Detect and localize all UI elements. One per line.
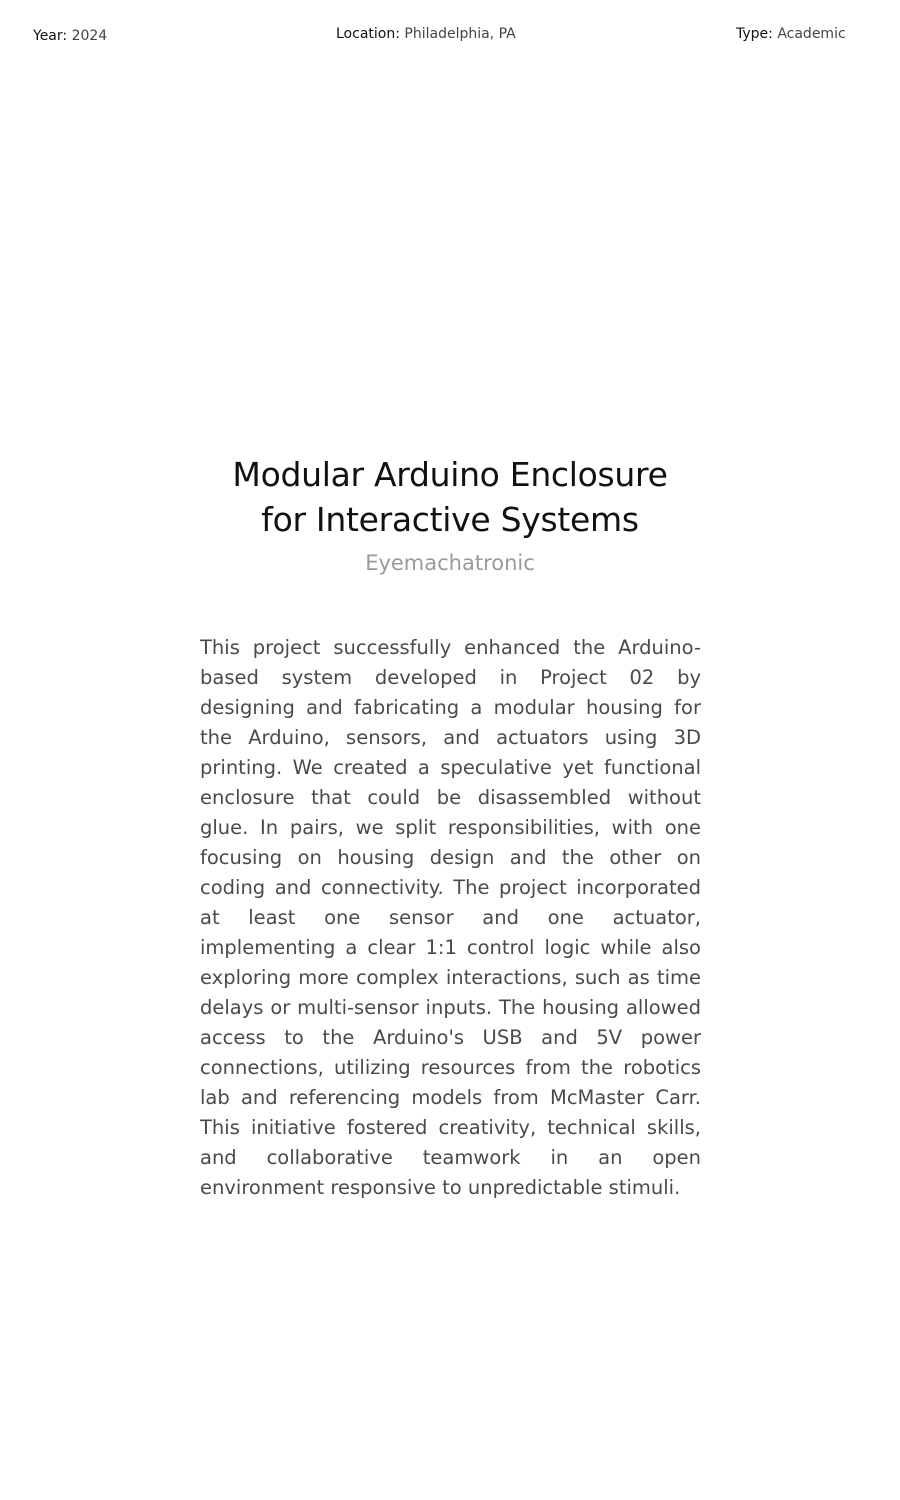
type-value: Academic: [777, 26, 846, 42]
location-value: Philadelphia, PA: [404, 26, 516, 42]
project-description: This project successfully enhanced the Arduino-based system developed in Project 02 by designing and fabricating a modular housing for the Arduino, sensors, and actuators using 3D printing. We created a speculative yet functional enclosure that could be disassembled without glue. In pairs, we split responsibilities, with one focusing on housing design and the other on coding and connectivity. The project incorporated at least one sensor and one actuator, implementing a clear 1:1 control logic while also exploring more complex interactions, such as time delays or multi-sensor inputs. The housing allowed access to the Arduino's USB and 5V power connections, utilizing resources from the robotics lab and referencing models from McMaster Carr. This initiative fostered creativity, technical skills, and collaborative teamwork in an open environment responsive to unpredictable stimuli.: [200, 636, 701, 1199]
location-label: Location:: [336, 26, 400, 42]
type-label: Type:: [736, 26, 773, 42]
project-header: [0, 452, 900, 578]
meta-year: [33, 26, 107, 46]
project-title: [0, 452, 900, 542]
year-value: 2024: [71, 28, 108, 44]
year-label: Year:: [33, 28, 68, 44]
project-title-line-2: for Interactive Systems: [261, 500, 639, 539]
meta-type: [736, 24, 846, 44]
project-title-line-1: Modular Arduino Enclosure: [232, 455, 668, 494]
project-subtitle: Eyemachatronic: [365, 551, 535, 575]
meta-location: [336, 24, 516, 44]
